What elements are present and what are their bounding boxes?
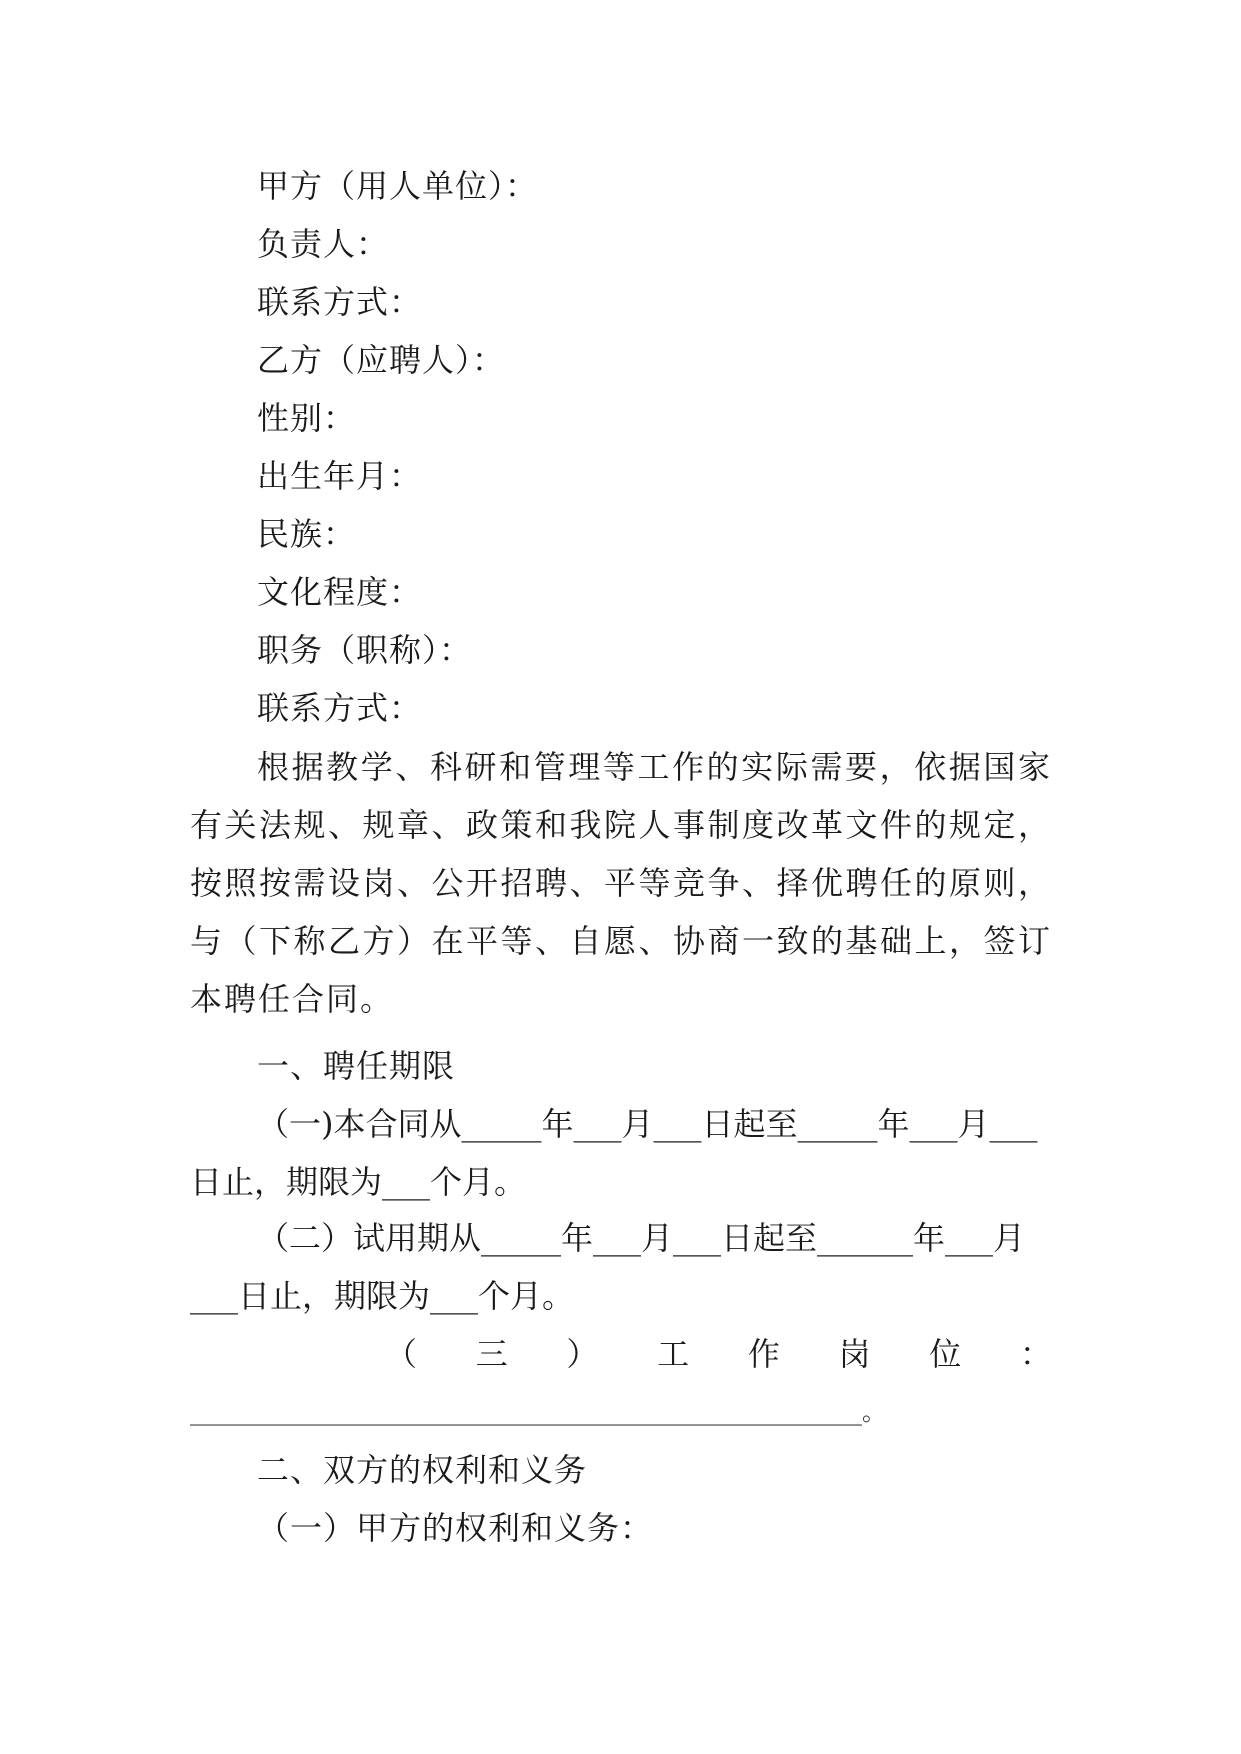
party-b-label: 乙方（应聘人）： — [257, 341, 506, 379]
job-position-char: 位 — [929, 1335, 962, 1373]
job-position-clause-line-1 — [190, 1334, 1052, 1374]
term-clause-line-2: 日止，期限为___个月。 — [190, 1163, 527, 1201]
job-position-char: ） — [566, 1335, 599, 1373]
job-position-char: 岗 — [838, 1335, 871, 1373]
section-2-heading: 二、双方的权利和义务 — [257, 1451, 588, 1489]
gender-label: 性别： — [257, 399, 357, 437]
position-title-label: 职务（职称）： — [257, 631, 473, 669]
party-a-label: 甲方（用人单位）： — [257, 167, 539, 205]
job-position-char: ： — [1019, 1335, 1052, 1373]
job-position-blank-line: ________________________________________________________。 — [190, 1398, 886, 1426]
education-label: 文化程度： — [257, 573, 423, 611]
job-position-char: 工 — [657, 1335, 690, 1373]
intro-paragraph: 根据教学、科研和管理等工作的实际需要，依据国家有关法规、规章、政策和我院人事制度改革文件的规定，按照按需设岗、公开招聘、平等竞争、择优聘任的原则，与（下称乙方）在平等、自愿、协商一致的基础上，签订本聘任合同。 — [190, 748, 1052, 1018]
party-a-rights-heading: （一）甲方的权利和义务： — [257, 1509, 654, 1547]
job-position-char: （ — [385, 1335, 418, 1373]
birth-date-label: 出生年月： — [257, 457, 423, 495]
probation-clause-line-1: （二）试用期从_____年___月___日起至______年___月 — [257, 1219, 1026, 1257]
job-position-char: 作 — [747, 1335, 780, 1373]
probation-clause-line-2: ___日止，期限为___个月。 — [190, 1277, 575, 1315]
responsible-person-label: 负责人： — [257, 225, 390, 263]
job-position-char: 三 — [475, 1335, 508, 1373]
party-a-contact-label: 联系方式： — [257, 283, 423, 321]
party-b-contact-label: 联系方式： — [257, 689, 423, 727]
section-1-heading: 一、聘任期限 — [257, 1047, 456, 1085]
ethnicity-label: 民族： — [257, 515, 357, 553]
term-clause-line-1: （一)本合同从_____年___月___日起至_____年___月___ — [257, 1105, 1038, 1143]
